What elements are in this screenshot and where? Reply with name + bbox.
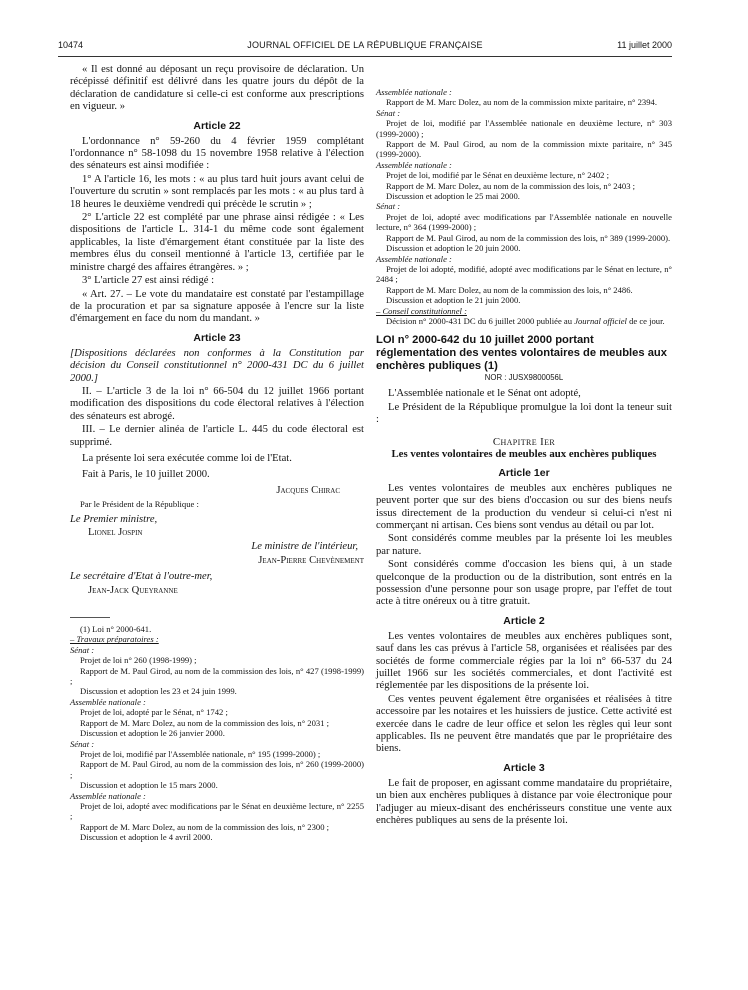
- article-23-heading: Article 23: [193, 331, 241, 344]
- footnote-entry: Rapport de M. Paul Girod, au nom de la commission des lois, n° 260 (1999-2000) ;: [70, 759, 364, 780]
- footnote-chamber-label: Assemblée nationale :: [376, 253, 452, 264]
- footnote-travaux-heading: – Travaux préparatoires :: [70, 634, 159, 645]
- article-3-heading: Article 3: [503, 761, 545, 774]
- footnote-law-number: (1) Loi n° 2000-641.: [80, 624, 152, 635]
- footnote-entry: Rapport de M. Marc Dolez, au nom de la commission mixte paritaire, n° 2394.: [386, 97, 657, 108]
- conseil-constitutionnel-label: – Conseil constitutionnel :: [376, 305, 467, 316]
- interior-minister-title: Le ministre de l'intérieur,: [251, 541, 358, 553]
- paragraph: Le Président de la République promulgue la loi dont la teneur suit :: [376, 401, 672, 425]
- chapter-heading: Chapitre Ier: [492, 436, 556, 449]
- president-name: Jacques Chirac: [276, 484, 340, 496]
- footnote-chamber-label: Assemblée nationale :: [376, 87, 452, 97]
- footnote-entry: Rapport de M. Marc Dolez, au nom de la commission des lois, n° 2300 ;: [80, 821, 330, 832]
- article-2-heading: Article 2: [503, 614, 545, 627]
- left-column: [70, 64, 364, 843]
- footnote-entry: Projet de loi, adopté avec modifications par le Sénat en deuxième lecture, n° 2255 ;: [70, 800, 364, 822]
- footnote-list-right: [376, 87, 672, 306]
- footnote-entry: Projet de loi adopté, modifié, adopté avec modifications par le Sénat en lecture, n° 2484 ;: [376, 263, 672, 285]
- conseil-decision: Décision n° 2000-431 DC du 6 juillet 2000 publiée au Journal officiel de ce jour.: [386, 315, 665, 326]
- footnote-entry: Rapport de M. Marc Dolez, au nom de la commission des lois, n° 2486.: [386, 284, 633, 295]
- footnote-entry: Discussion et adoption les 23 et 24 juin 1999.: [80, 686, 237, 697]
- footnote-chamber-label: Assemblée nationale :: [70, 790, 146, 801]
- paragraph: Les ventes volontaires de meubles aux enchères publiques sont, sauf dans les cas prévus à l'article 58, organisées et réalisées par des sociétés de forme commerciale régies par la loi n° 66-537 du 24 juillet 1966 sur les sociétés commerciales, et dont l'activité est réglementée par les dispositions de la présente loi.: [376, 630, 672, 692]
- footnote-entry: Projet de loi, modifié par le Sénat en deuxième lecture, n° 2402 ;: [386, 170, 609, 181]
- paragraph: Sont considérés comme d'occasion les biens qui, à un stade quelconque de la production ou de la distribution, sont entrés en la possession d'une personne pour son usage propre, par l'effet de tout acte à titre onéreux ou à titre gratuit.: [376, 559, 672, 608]
- footnote-entry: Rapport de M. Paul Girod, au nom de la commission des lois, n° 389 (1999-2000).: [386, 232, 671, 243]
- footnote-entry: Discussion et adoption le 15 mars 2000.: [80, 780, 218, 791]
- footnote-entry: Projet de loi, modifié par l'Assemblée nationale, n° 195 (1999-2000) ;: [80, 748, 321, 759]
- footnote-entry: Rapport de M. Paul Girod, au nom de la commission mixte paritaire, n° 345 (1999-2000).: [376, 139, 672, 160]
- paragraph: L'ordonnance n° 59-260 du 4 février 1959 complétant l'ordonnance n° 58-1098 du 15 novembre 1958 relative à l'élection des sénateurs est ainsi modifiée :: [70, 135, 364, 172]
- prime-minister-name: Lionel Jospin: [88, 527, 143, 538]
- paragraph: Les ventes volontaires de meubles aux enchères publiques ne peuvent porter que sur des biens d'occasion ou sur des biens neufs issus directement de la production du vendeur si celui-ci n'est ni commerçant ni artisan. Ces biens sont vendus au détail ou par lot.: [376, 482, 672, 531]
- footnote-chamber-label: Sénat :: [376, 107, 401, 118]
- page-number: 10474: [58, 40, 84, 50]
- header-rule: [58, 56, 672, 57]
- overseas-secretary-title: Le secrétaire d'Etat à l'outre-mer,: [70, 571, 213, 583]
- paragraph: « Il est donné au déposant un reçu provisoire de déclaration. Un récépissé définitif est délivré dans les quatre jours du dépôt de la déclaration de candidature si celle-ci est conforme aux prescriptions en vigueur. »: [70, 64, 364, 113]
- page-header: [58, 40, 672, 54]
- signature-place-date: Fait à Paris, le 10 juillet 2000.: [82, 469, 210, 481]
- law-title: LOI n° 2000-642 du 10 juillet 2000 portant réglementation des ventes volontaires de meubles aux enchères publiques (1): [376, 334, 667, 372]
- closing-formula: La présente loi sera exécutée comme loi de l'Etat.: [82, 452, 292, 464]
- footnote-chamber-label: Sénat :: [70, 644, 95, 655]
- footnote-chamber-label: Sénat :: [70, 738, 95, 749]
- footnote-entry: Discussion et adoption le 25 mai 2000.: [386, 191, 520, 202]
- footnote-entry: Discussion et adoption le 4 avril 2000.: [80, 832, 213, 843]
- footnote-entry: Rapport de M. Marc Dolez, au nom de la commission des lois, n° 2403 ;: [386, 180, 636, 191]
- footnote-entry: Rapport de M. Paul Girod, au nom de la commission des lois, n° 427 (1998-1999) ;: [70, 665, 364, 687]
- footnote-list-left: [70, 645, 364, 843]
- footnote-entry: Discussion et adoption le 26 janvier 2000.: [80, 728, 225, 739]
- censure-note: [Dispositions déclarées non conformes à la Constitution par décision du Conseil constitutionnel n° 2000-431 DC du 6 juillet 2000.]: [70, 347, 364, 384]
- paragraph: L'Assemblée nationale et le Sénat ont adopté,: [388, 388, 581, 400]
- footnote-entry: Projet de loi, adopté avec modifications par l'Assemblée nationale en nouvelle lecture, n° 364 (1999-2000) ;: [376, 211, 672, 233]
- footnote-chamber-label: Sénat :: [376, 201, 401, 212]
- footnote-rule: [70, 617, 110, 618]
- journal-title: JOURNAL OFFICIEL DE LA RÉPUBLIQUE FRANÇAISE: [247, 40, 483, 50]
- issue-date: 11 juillet 2000: [617, 40, 672, 50]
- footnote-chamber-label: Assemblée nationale :: [70, 696, 146, 707]
- footnote-entry: Projet de loi, adopté par le Sénat, n° 1742 ;: [80, 707, 228, 718]
- article-22-heading: Article 22: [193, 119, 241, 132]
- footnote-chamber-label: Assemblée nationale :: [376, 159, 452, 170]
- footnote-entry: Projet de loi n° 260 (1998-1999) ;: [80, 655, 197, 666]
- interior-minister-name: Jean-Pierre Chevènement: [258, 554, 364, 566]
- footnote-entry: Projet de loi, modifié par l'Assemblée nationale en deuxième lecture, n° 303 (1999-2000) ;: [376, 118, 672, 139]
- paragraph: 3° L'article 27 est ainsi rédigé :: [82, 275, 215, 287]
- paragraph: III. – Le dernier alinéa de l'article L. 445 du code électoral est supprimé.: [70, 424, 364, 448]
- paragraph: Ces ventes peuvent également être organisées et réalisées à titre accessoire par les notaires et les huissiers de justice. Cette activité est exercée dans le cadre de leur office et selon les règles qui leur sont applicables. Ils ne peuvent être mandatés que par le propriétaire des biens.: [376, 693, 672, 755]
- chapter-title: Les ventes volontaires de meubles aux enchères publiques: [391, 448, 657, 461]
- footnote-entry: Discussion et adoption le 21 juin 2000.: [386, 295, 521, 306]
- footnote-entry: Rapport de M. Marc Dolez, au nom de la commission des lois, n° 2031 ;: [80, 717, 330, 728]
- by-the-president: Par le Président de la République :: [80, 499, 199, 510]
- paragraph: « Art. 27. – Le vote du mandataire est constaté par l'estampillage de la procuration et par sa signature apposée à l'encre sur la liste d'émargement en face du nom du mandant. »: [70, 288, 364, 325]
- right-column: [376, 87, 672, 828]
- paragraph: Le fait de proposer, en agissant comme mandataire du propriétaire, un bien aux enchères publiques à distance par voie électronique pour l'adjuger au mieux-disant des enchérisseurs constitue une vente aux enchères publiques au sens de la présente loi.: [376, 777, 672, 827]
- overseas-secretary-name: Jean-Jack Queyranne: [88, 584, 178, 596]
- prime-minister-title: Le Premier ministre,: [70, 513, 158, 525]
- paragraph: Sont considérés comme meubles par la présente loi les meubles par nature.: [376, 533, 672, 557]
- footnote-entry: Discussion et adoption le 20 juin 2000.: [386, 243, 521, 254]
- paragraph: II. – L'article 3 de la loi n° 66-504 du 12 juillet 1966 portant modification des dispositions du code électoral relatives à l'élection des sénateurs est abrogé.: [70, 385, 364, 422]
- article-1-heading: Article 1er: [498, 466, 550, 479]
- paragraph: 2° L'article 22 est complété par une phrase ainsi rédigée : « Les dispositions de l'article L. 314-1 du même code sont également applicables, la liste d'émargement étant constituée par la liste des membres élus du conseil mentionné à l'article 13, certifiée par le ministre chargé des affaires étrangères. » ;: [70, 212, 364, 273]
- nor-code: NOR : JUSX9800056L: [484, 373, 564, 383]
- paragraph: 1° A l'article 16, les mots : « au plus tard huit jours avant celui de l'ouverture du scrutin » sont remplacés par les mots : « au plus tard à 18 heures le deuxième vendredi qui précède le scrutin » ;: [70, 173, 364, 210]
